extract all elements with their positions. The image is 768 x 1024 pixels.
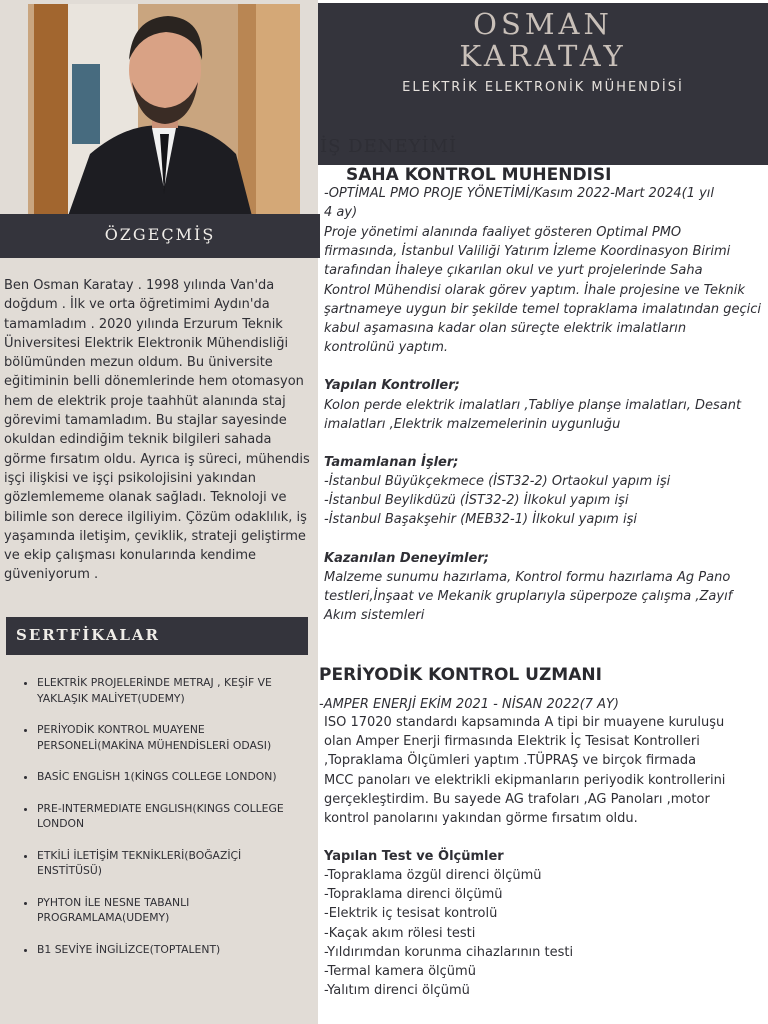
- test-item: -Elektrik iç tesisat kontrolü: [324, 906, 498, 922]
- tests-heading: Yapılan Test ve Ölçümler: [324, 849, 504, 864]
- test-item: -Yıldırımdan korunma cihazlarının testi: [324, 944, 574, 960]
- job1-description-line: kabul aşamasına kadar olan süreçte elektrik imalatların: [324, 321, 687, 337]
- test-item: -Topraklama direnci ölçümü: [324, 887, 503, 903]
- last-name: KARATAY: [459, 39, 627, 73]
- job2-description-line: ISO 17020 standardı kapsamında A tipi bir muayene kuruluşu: [324, 715, 725, 730]
- certificate-item: • PYHTON İLE NESNE TABANLI PROGRAMLAMA(UDEMY): [37, 895, 309, 926]
- controls-heading: Yapılan Kontroller;: [324, 378, 460, 393]
- about-heading-bar: [0, 214, 320, 258]
- job1-description-line: şartnameye uygun bir şekilde temel topraklama imalatından geçici: [324, 301, 762, 317]
- certificate-item: • PERİYODİK KONTROL MUAYENE PERSONELİ(MAKİNA MÜHENDİSLERİ ODASI): [37, 722, 309, 753]
- job1-description-line: Kontrol Mühendisi olarak görev yaptım. İhale projesine ve Teknik: [324, 282, 745, 298]
- controls-line: imalatları ,Elektrik malzemelerinin uygunluğu: [324, 417, 621, 433]
- job1-description: [324, 223, 768, 357]
- gained-list: [324, 568, 768, 626]
- controls-list: [324, 396, 768, 434]
- job2-description-line: ,Topraklama Ölçümleri yaptım .TÜPRAŞ ve birçok firmada: [324, 753, 697, 769]
- certificates-heading: SERTFİKALAR: [16, 626, 161, 644]
- certificate-item: • BASİC ENGLİSH 1(KİNGS COLLEGE LONDON): [37, 769, 309, 785]
- completed-item: -İstanbul Başakşehir (MEB32-1) İlkokul yapım işi: [324, 512, 637, 528]
- certificate-item: • ELEKTRİK PROJELERİNDE METRAJ , KEŞİF VE YAKLAŞIK MALİYET(UDEMY): [37, 675, 309, 706]
- certificates-heading-bar: [6, 617, 308, 655]
- certificates-list: [22, 675, 309, 973]
- job2-description-line: MCC panoları ve elektrikli ekipmanların periyodik kontrollerini: [324, 772, 726, 788]
- first-name: OSMAN: [473, 7, 613, 41]
- job1-description-line: tarafından İhaleye çıkarılan okul ve yurt projelerinde Saha: [324, 263, 703, 279]
- completed-list: [324, 472, 768, 530]
- test-item: -Termal kamera ölçümü: [324, 964, 476, 980]
- gained-line: testleri,İnşaat ve Mekanik gruplarıyla süperpoze çalışma ,Zayıf: [324, 589, 733, 605]
- gained-line: Akım sistemleri: [324, 608, 425, 624]
- job1-title: SAHA KONTROL MUHENDISI: [346, 165, 612, 185]
- test-item: -Yalıtım direnci ölçümü: [324, 983, 470, 999]
- job2-description-line: olan Amper Enerji firmasında Elektrik İç Tesisat Kontrolleri: [324, 734, 700, 750]
- job2-description-line: gerçekleştirdim. Bu sayede AG trafoları ,AG Panoları ,motor: [324, 791, 710, 807]
- job1-description-line: kontrolünü yaptım.: [324, 340, 448, 356]
- job1-company-line: -OPTİMAL PMO PROJE YÖNETİMİ/Kasım 2022-Mart 2024(1 yıl: [324, 186, 715, 201]
- job2-title: PERİYODİK KONTROL UZMANI: [319, 665, 602, 685]
- profile-photo: [28, 4, 300, 216]
- test-item: -Topraklama özgül direnci ölçümü: [324, 868, 542, 883]
- job2-description-line: kontrol panolarını yakından görme fırsatım oldu.: [324, 811, 638, 827]
- certificate-item: • ETKİLİ İLETİŞİM TEKNİKLERİ(BOĞAZİÇİ ENSTİTÜSÜ): [37, 848, 309, 879]
- job1-company: [324, 184, 768, 222]
- experience-heading: İŞ DENEYİMİ: [320, 136, 458, 157]
- gained-heading: Kazanılan Deneyimler;: [324, 551, 489, 566]
- job2-description: [324, 713, 768, 828]
- about-heading: ÖZGEÇMİŞ: [104, 225, 216, 244]
- job1-description-line: firmasında, İstanbul Valiliği Yatırım İzleme Koordinasyon Birimi: [324, 244, 731, 260]
- job1-description-line: Proje yönetimi alanında faaliyet gösteren Optimal PMO: [324, 225, 682, 240]
- completed-item: -İstanbul Beylikdüzü (İST32-2) İlkokul yapım işi: [324, 493, 629, 509]
- job-title: ELEKTRİK ELEKTRONİK MÜHENDİSİ: [402, 80, 684, 95]
- certificate-item: • PRE-INTERMEDIATE ENGLISH(KINGS COLLEGE LONDON: [37, 801, 309, 832]
- tests-list: [324, 866, 768, 1000]
- completed-item: -İstanbul Büyükçekmece (İST32-2) Ortaokul yapım işi: [324, 474, 671, 489]
- gained-line: Malzeme sunumu hazırlama, Kontrol formu hazırlama Ag Pano: [324, 570, 731, 585]
- job2-company: -AMPER ENERJİ EKİM 2021 - NİSAN 2022(7 AY): [319, 697, 619, 712]
- job1-company-line: 4 ay): [324, 205, 358, 221]
- controls-line: Kolon perde elektrik imalatları ,Tabliye planşe imalatları, Desant: [324, 398, 742, 413]
- completed-heading: Tamamlanan İşler;: [324, 455, 459, 470]
- test-item: -Kaçak akım rölesi testi: [324, 925, 476, 941]
- certificate-item: • B1 SEVİYE İNGİLİZCE(TOPTALENT): [37, 942, 309, 958]
- bio-text: Ben Osman Karatay . 1998 yılında Van'da doğdum . İlk ve orta öğretimimi Aydın'da tamamladım . 2020 yılında Erzurum Teknik Üniversitesi Elektrik Elektronik Mühendisliği bölümünden mezun oldum. Bu üniversite eğitiminin belli dönemlerinde hem otomasyon hem de elektrik proje taahhüt alanında staj görevimi tamamladım. Bu stajlar sayesinde okuldan edindiğim teknik bilgileri sahada görme fırsatım oldu. Ayrıca iş süreci, mühendis işçi ilişkisi ve işçi psikolojisini yakından gözlemlememe olanak sağladı. Teknoloji ve bilimle son derece ilgiliyim. Çözüm odaklılık, iş yaşamında iletişim, çeviklik, strateji geliştirme ve ekip çalışması konularında kendime güveniyorum .: [4, 278, 310, 583]
